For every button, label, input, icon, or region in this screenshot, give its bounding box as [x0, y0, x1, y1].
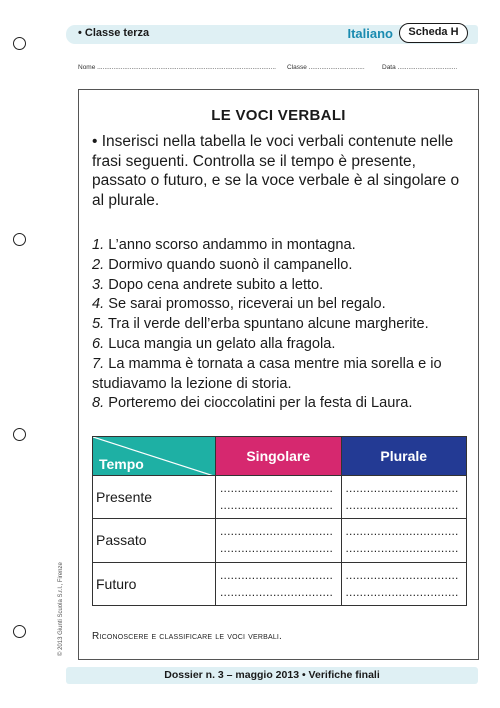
- row-label-presente: Presente: [93, 476, 216, 519]
- subject-label: Italiano: [347, 26, 393, 41]
- table-row: [93, 562, 467, 605]
- sentence-item: 6. Luca mangia un gelato alla fragola.: [92, 335, 336, 352]
- sentence-item: 1. L’anno scorso andammo in montagna.: [92, 237, 356, 253]
- answer-cell-plurale[interactable]: ................................ ................................: [341, 519, 467, 562]
- binder-hole-top: [13, 37, 26, 50]
- sentence-item: 7. La mamma è tornata a casa mentre mia sorella e io studiavamo la lezione di storia.: [92, 355, 442, 392]
- singolare-header: Singolare: [216, 437, 342, 476]
- sentence-item: 2. Dormivo quando suonò il campanello.: [92, 256, 353, 273]
- table-row: [93, 476, 467, 519]
- sentence-item: 4. Se sarai promosso, riceverai un bel regalo.: [92, 296, 386, 313]
- binder-hole-bottom: [13, 625, 26, 638]
- exercise-card: [78, 89, 479, 660]
- binder-hole-upper-middle: [13, 233, 26, 246]
- verb-table: [92, 436, 467, 606]
- header-bar: [66, 25, 478, 44]
- answer-cell-singolare[interactable]: ................................ ................................: [216, 562, 342, 605]
- plurale-header: Plurale: [341, 437, 467, 476]
- sentence-list: [92, 236, 472, 414]
- table-corner-header: [93, 437, 216, 476]
- answer-cell-plurale[interactable]: ................................ ................................: [341, 476, 467, 519]
- exercise-title: LE VOCI VERBALI: [211, 107, 346, 124]
- answer-cell-plurale[interactable]: ................................ ................................: [341, 562, 467, 605]
- row-label-passato: Passato: [93, 519, 216, 562]
- data-field[interactable]: Data .................................: [382, 64, 458, 71]
- sheet-badge: Scheda H: [399, 23, 468, 43]
- copyright-note: © 2013 Giunti Scuola S.r.l., Firenze: [58, 562, 64, 656]
- table-row: [93, 519, 467, 562]
- sentence-item: 5. Tra il verde dell’erba spuntano alcune margherite.: [92, 316, 429, 333]
- footer-bar: Dossier n. 3 – maggio 2013 • Verifiche finali: [66, 667, 478, 684]
- row-label-futuro: Futuro: [93, 562, 216, 605]
- nome-field[interactable]: Nome ...................................................................................................: [78, 64, 276, 71]
- answer-cell-singolare[interactable]: ................................ ................................: [216, 519, 342, 562]
- learning-objective: Riconoscere e classificare le voci verbali.: [92, 631, 283, 642]
- sentence-item: 3. Dopo cena andrete subito a letto.: [92, 276, 324, 293]
- tempo-header-label: Tempo: [99, 456, 144, 472]
- classe-field[interactable]: Classe ...............................: [287, 64, 365, 71]
- class-label: • Classe terza: [78, 27, 150, 39]
- answer-cell-singolare[interactable]: ................................ ................................: [216, 476, 342, 519]
- binder-hole-lower-middle: [13, 428, 26, 441]
- exercise-instruction: • Inserisci nella tabella le voci verbali contenute nelle frasi seguenti. Controlla se il tempo è presente, passato o futuro, e se la voce verbale è al singolare o al plurale.: [92, 133, 460, 209]
- sentence-item: 8. Porteremo dei cioccolatini per la festa di Laura.: [92, 395, 413, 412]
